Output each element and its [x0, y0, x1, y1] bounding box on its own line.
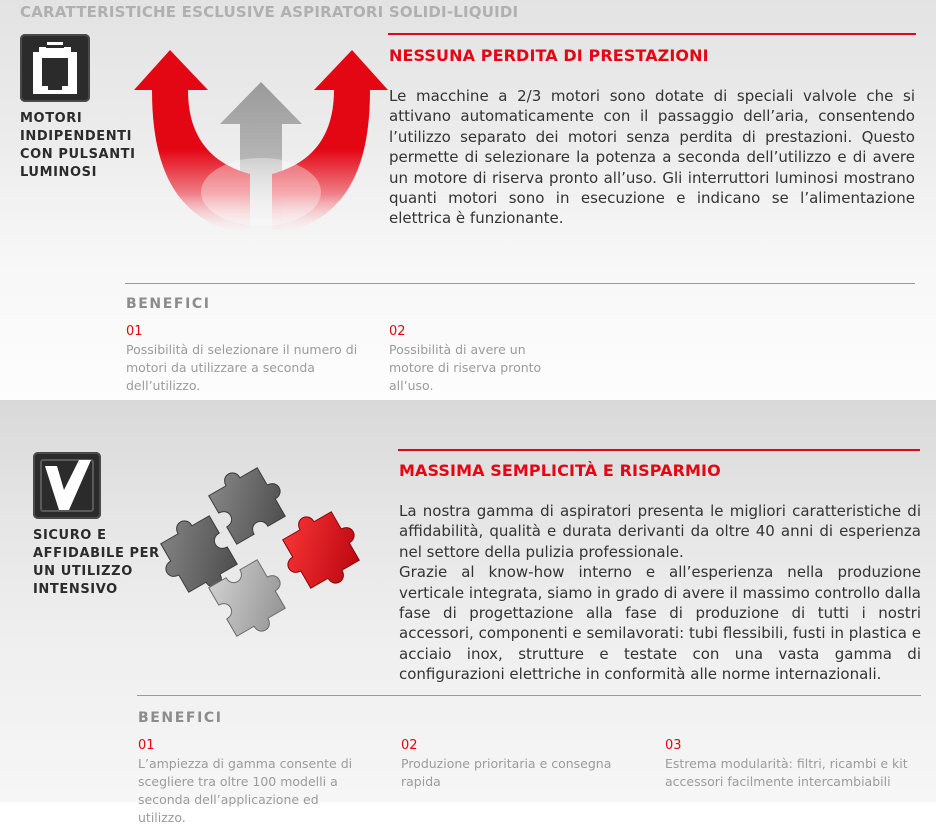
benefits-title: BENEFICI: [126, 296, 211, 312]
benefit-text: L’ampiezza di gamma consente di scegliere tra oltre 100 modelli a seconda dell’applicazione ed utilizzo.: [138, 756, 353, 825]
section-divider: [398, 449, 920, 451]
section-divider: [388, 33, 916, 35]
feature-label: MOTORI INDIPENDENTI CON PULSANTI LUMINOSI: [20, 111, 136, 180]
benefits-divider: [125, 283, 915, 284]
benefit-text: Possibilità di avere un motore di riserva pronto all’uso.: [389, 342, 542, 393]
diverging-arrows-illustration: [132, 42, 390, 230]
benefits-title: BENEFICI: [138, 710, 223, 726]
section-title: NESSUNA PERDITA DI PRESTAZIONI: [389, 46, 709, 65]
benefit-number: 02: [389, 324, 406, 339]
section-body: [399, 501, 921, 685]
page-title: CARATTERISTICHE ESCLUSIVE ASPIRATORI SOLIDI-LIQUIDI: [20, 3, 519, 21]
benefit-number: 01: [138, 738, 155, 753]
section-paragraph: La nostra gamma di aspiratori presenta le migliori caratteristiche di affidabilità, qualità e durata derivanti da oltre 40 anni di esperienza nel settore della pulizia professionale.: [399, 502, 921, 561]
benefit-text: Possibilità di selezionare il numero di motori da utilizzare a seconda dell’utilizzo.: [126, 342, 358, 393]
benefit-number: 01: [126, 324, 143, 339]
section-body: [389, 86, 915, 229]
feature-panel-savings: [0, 400, 936, 825]
benefit-number: 03: [665, 738, 682, 753]
section-paragraph: Grazie al know-how interno e all’esperienza nella produzione verticale integrata, siamo in grado di avere il massimo controllo dalla fase di progettazione alla fase di produzione di tutti i nostri accessori, componenti e semilavorati: tubi flessibili, fusti in plastica e acciaio inox, strutture e testate con una vasta gamma di configurazioni elettriche in conformità alle norme internazionali.: [399, 563, 921, 684]
section-paragraph: Le macchine a 2/3 motori sono dotate di speciali valvole che si attivano automaticamente con il passaggio dell’aria, consentendo l’utilizzo separato dei motori senza perdita di prestazioni. Questo permette di selezionare la potenza a seconda dell’utilizzo e di avere un motore di riserva pronto all’uso. Gli interruttori luminosi mostrano quanti motori sono in esecuzione e indicano se l’alimentazione elettrica è funzionante.: [389, 87, 915, 228]
benefit-text: Estrema modularità: filtri, ricambi e kit accessori facilmente intercambiabili: [665, 756, 908, 789]
feature-panel-performance: [0, 0, 936, 400]
puzzle-pieces-illustration: [155, 462, 375, 644]
benefits-divider: [137, 695, 921, 696]
checkmark-icon: [33, 452, 101, 519]
benefit-number: 02: [401, 738, 418, 753]
benefit-text: Produzione prioritaria e consegna rapida: [401, 756, 612, 789]
feature-label: SICURO E AFFIDABILE PER UN UTILIZZO INTENSIVO: [33, 528, 160, 597]
section-title: MASSIMA SEMPLICITÀ E RISPARMIO: [399, 461, 721, 480]
motor-housing-icon: [20, 34, 90, 102]
